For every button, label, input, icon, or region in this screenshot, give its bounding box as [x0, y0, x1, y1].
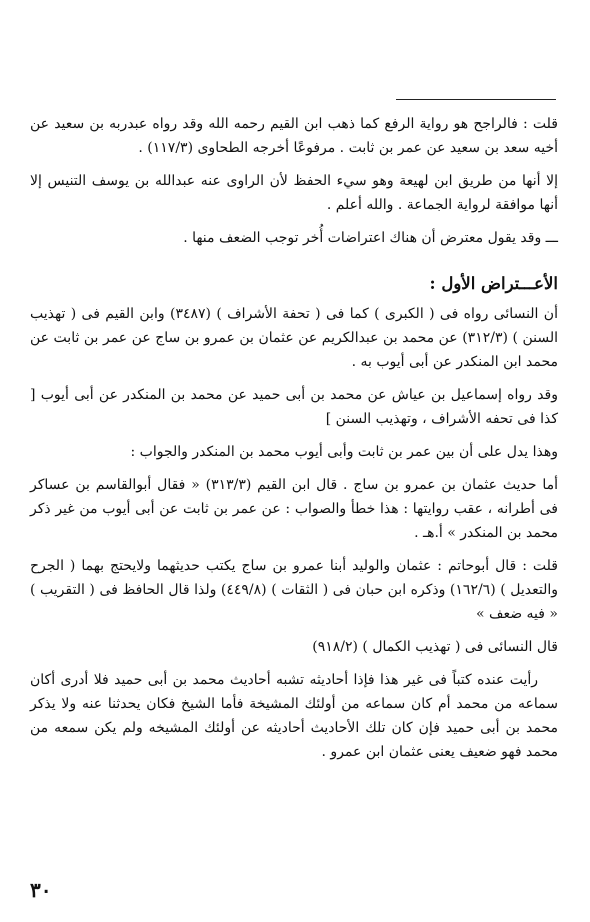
page-number: ٣٠ [30, 878, 52, 902]
footnote-divider [396, 99, 556, 100]
body-paragraph-4: أما حديث عثمان بن عمرو بن ساج . قال ابن القيم (٣١٣/٣) « فقال أبوالقاسم بن عساكر فى أطرانه ، عقب روايتها : هذا خطأ والصواب : عن عمر بن ثابت عن أبى أيوب من غير ذكر محمد بن المنكدر » أ.هـ . [30, 477, 558, 541]
body-paragraph-7: رأيت عنده كتباً فى غير هذا فإذا أحاديثه تشبه أحاديث محمد بن أبى حميد فلا أدرى أكان سماعه من محمد أم كان سماعه من أولئك المشيخة فأما الشيخ فكان يحدثنا عنه ولا يذكر محمد بن أبى حميد فإن كان تلك الأحاديث أحاديثه عن أولئك المشيخه ولم يكن سمعه من محمد فهو ضعيف يعنى عثمان ابن عمرو . [30, 672, 558, 760]
footnote-paragraph-1: قلت : فالراجح هو رواية الرفع كما ذهب ابن القيم رحمه الله وقد رواه عبدربه بن سعيد عن أخيه سعد بن سعيد عن عمر بن ثابت . مرفوعًا أخرجه الطحاوى (١١٧/٣) . [30, 116, 558, 156]
body-paragraph-6: قال النسائى فى ( تهذيب الكمال ) (٩١٨/٢) [312, 639, 558, 655]
footnote-paragraph-3: ـــ وقد يقول معترض أن هناك اعتراضات أُخر توجب الضعف منها . [183, 230, 558, 246]
page-body [30, 112, 558, 764]
section-heading: الأعـــتراض الأول : [429, 274, 558, 293]
footnote-paragraph-2: إلا أنها من طريق ابن لهيعة وهو سيء الحفظ لأن الراوى عنه عبدالله بن يوسف التنيس إلا أنها موافقة لرواية الجماعة . والله أعلم . [30, 173, 558, 213]
body-paragraph-2: وقد رواه إسماعيل بن عياش عن محمد بن أبى حميد عن محمد بن المنكدر عن أبى أيوب [ كذا فى تحفه الأشراف ، وتهذيب السنن ] [30, 387, 558, 427]
body-paragraph-1: أن النسائى رواه فى ( الكبرى ) كما فى ( تحفة الأشراف ) (٣٤٨٧) وابن القيم فى ( تهذيب السنن ) (٣١٢/٣) عن محمد بن عبدالكريم عن عثمان بن عمرو بن ساج عن عمر بن ثابت عن محمد ابن المنكدر عن أبى أيوب به . [30, 306, 558, 370]
body-paragraph-5: قلت : قال أبوحاتم : عثمان والوليد أبنا عمرو بن ساج يكتب حديثهما ولايحتج بهما ( الجرح والتعديل ) (١٦٢/٦) وذكره ابن حبان فى ( الثقات ) (٤٤٩/٨) ولذا قال الحافظ فى ( التقريب ) « فيه ضعف » [30, 558, 558, 622]
body-paragraph-3: وهذا يدل على أن بين عمر بن ثابت وأبى أيوب محمد بن المنكدر والجواب : [130, 444, 558, 460]
